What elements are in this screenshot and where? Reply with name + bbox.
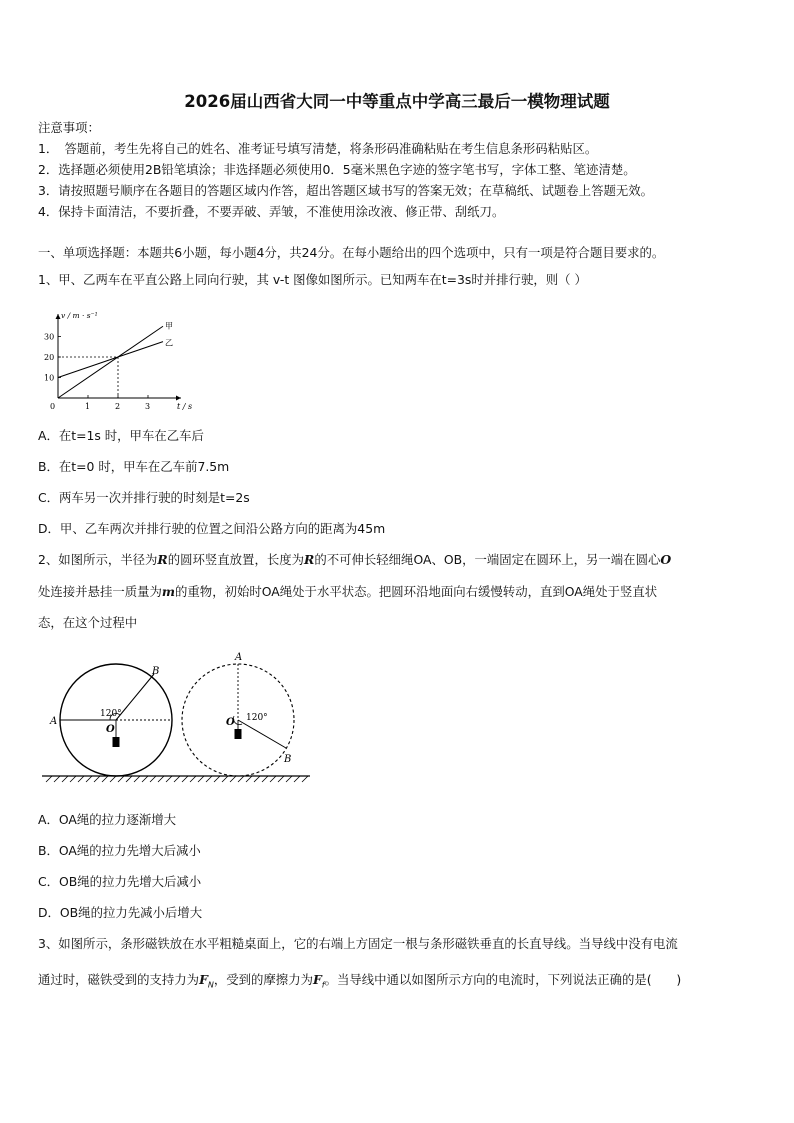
q2-option-b: B．OA绳的拉力先增大后减小 bbox=[38, 843, 201, 858]
section-heading: 一、单项选择题：本题共6小题，每小题4分，共24分。在每小题给出的四个选项中，只有一项是符合题目要求的。 bbox=[38, 245, 665, 260]
q2-ring-figure bbox=[38, 648, 318, 788]
label-a-right: A bbox=[235, 652, 243, 663]
y-tick-label: 30 bbox=[44, 332, 55, 342]
x-tick-label: 1 bbox=[85, 402, 91, 411]
q2-option-a: A．OA绳的拉力逐渐增大 bbox=[38, 812, 177, 827]
x-tick-label: 3 bbox=[145, 402, 151, 411]
q1-vt-chart bbox=[38, 298, 193, 411]
q1-option-a: A．在t=1s 时，甲车在乙车后 bbox=[38, 428, 204, 443]
series-line-yi bbox=[58, 342, 163, 378]
x-tick-label: 2 bbox=[115, 402, 121, 411]
notice-item: 3．请按照题号顺序在各题目的答题区域内作答，超出答题区域书写的答案无效；在草稿纸、试题卷上答题无效。 bbox=[38, 183, 654, 198]
q2-stem-line2: 处连接并悬挂一质量为m的重物，初始时OA绳处于水平状态。把圆环沿地面向右缓慢转动，直到OA绳处于竖直状 bbox=[38, 584, 658, 599]
q2-option-c: C．OB绳的拉力先增大后减小 bbox=[38, 874, 202, 889]
x-axis-label: t / s bbox=[177, 402, 193, 411]
notice-item: 1． 答题前，考生先将自己的姓名、准考证号填写清楚，将条形码准确粘贴在考生信息条形码粘贴区。 bbox=[38, 141, 598, 156]
notice-item: 4．保持卡面清洁，不要折叠，不要弄破、弄皱，不准使用涂改液、修正带、刮纸刀。 bbox=[38, 204, 505, 219]
notice-heading: 注意事项： bbox=[38, 120, 100, 135]
page-title: 2026届山西省大同一中等重点中学高三最后一模物理试题 bbox=[184, 92, 610, 111]
q2-stem-line1: 2、如图所示，半径为R的圆环竖直放置，长度为R的不可伸长轻细绳OA、OB，一端固定在圆环上，另一端在圆心O bbox=[38, 552, 672, 567]
label-b-right: B bbox=[284, 754, 292, 765]
label-b-left: B bbox=[152, 666, 160, 677]
q3-stem-line2: 通过时，磁铁受到的支持力为$F_N$，受到的摩擦力为$F_f$。当导线中通以如图所示方向的电流时，下列说法正确的是( ) bbox=[38, 972, 682, 990]
q3-stem-line1: 3、如图所示，条形磁铁放在水平粗糙桌面上，它的右端上方固定一根与条形磁铁垂直的长直导线。当导线中没有电流 bbox=[38, 936, 678, 951]
q2-stem-line3: 态，在这个过程中 bbox=[38, 615, 138, 630]
series-line-jia bbox=[58, 326, 163, 398]
series-label-jia: 甲 bbox=[165, 321, 173, 331]
x-axis-arrow bbox=[176, 396, 181, 401]
y-axis-label: v / m · s⁻¹ bbox=[61, 310, 98, 320]
label-angle-left: 120° bbox=[100, 709, 122, 719]
label-a-left: A bbox=[50, 716, 58, 727]
q2-option-d: D．OB绳的拉力先减小后增大 bbox=[38, 905, 203, 920]
origin-label: 0 bbox=[50, 402, 56, 411]
q1-stem: 1、甲、乙两车在平直公路上同向行驶，其 v-t 图像如图所示。已知两车在t=3s时并排行驶，则（ ） bbox=[38, 272, 587, 287]
q1-option-c: C．两车另一次并排行驶的时刻是t=2s bbox=[38, 490, 250, 505]
y-tick-label: 10 bbox=[44, 373, 55, 383]
series-label-yi: 乙 bbox=[165, 338, 173, 348]
label-o-right: O bbox=[226, 717, 235, 728]
y-axis-arrow bbox=[56, 314, 61, 319]
label-o-left: O bbox=[106, 724, 115, 735]
y-tick-label: 20 bbox=[44, 353, 55, 362]
label-angle-right: 120° bbox=[246, 713, 268, 723]
notice-item: 2．选择题必须使用2B铅笔填涂；非选择题必须使用0．5毫米黑色字迹的签字笔书写，字体工整、笔迹清楚。 bbox=[38, 162, 636, 177]
q1-option-d: D．甲、乙车两次并排行驶的位置之间沿公路方向的距离为45m bbox=[38, 521, 386, 536]
q1-option-b: B．在t=0 时，甲车在乙车前7.5m bbox=[38, 459, 230, 474]
